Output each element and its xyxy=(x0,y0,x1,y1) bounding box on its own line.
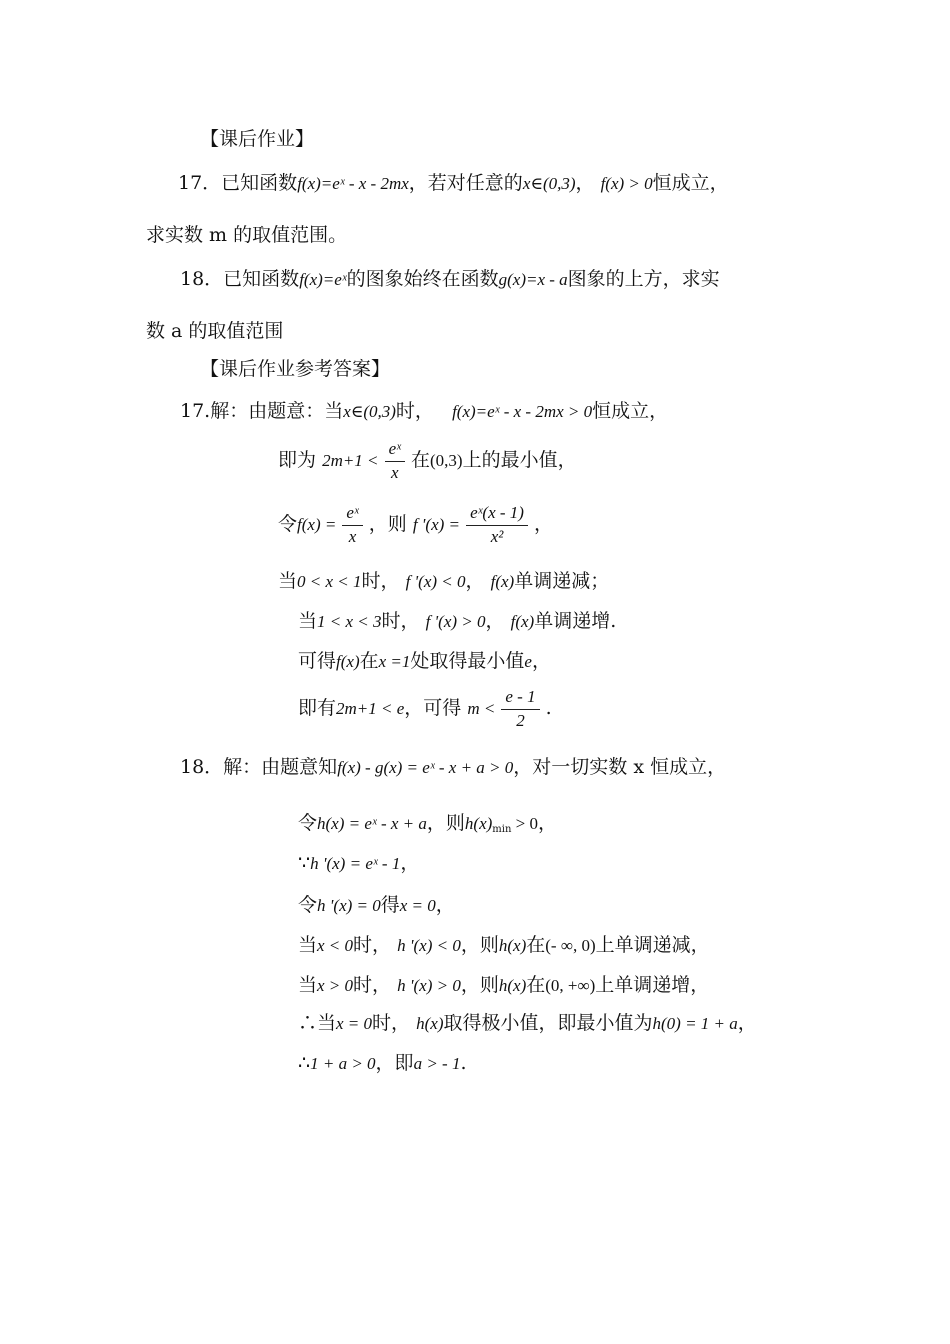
a18-line3 xyxy=(298,854,419,873)
a17-l4-comma: ， xyxy=(465,570,485,592)
a18-line6 xyxy=(298,976,709,995)
a17-l3-denominator2: x² xyxy=(490,526,504,546)
a17-l1-when: 时， xyxy=(395,400,434,422)
a17-l3-numerator2: eˣ(x - 1) xyxy=(466,504,528,526)
a18-l7-h: h(x) xyxy=(416,1014,444,1033)
a18-line2 xyxy=(298,814,557,835)
a17-l7-get: ，可得 xyxy=(404,697,462,720)
q18-text-3: 图象的上方，求实 xyxy=(567,268,720,290)
a18-l5-in: 在 xyxy=(526,934,546,956)
a18-l6-time: 时， xyxy=(353,974,392,996)
a18-line1 xyxy=(180,758,726,777)
a18-line5 xyxy=(298,936,710,955)
a17-l7-ineq: 2m+1 < e xyxy=(336,699,405,719)
a17-l7-denominator: 2 xyxy=(516,710,525,730)
a17-l3-f: f(x) = xyxy=(297,515,337,535)
a18-l7-x: x = 0 xyxy=(336,1014,373,1033)
a17-l5-range: 1 < x < 3 xyxy=(317,612,382,631)
a17-l3-let: 令 xyxy=(278,513,298,536)
a18-l2-comma: ， xyxy=(538,812,558,834)
a17-line5 xyxy=(298,612,616,631)
a18-l4-let: 令 xyxy=(298,894,318,916)
a18-l2-then: ，则 xyxy=(426,812,465,834)
a18-l6-x: x > 0 xyxy=(317,976,354,995)
a18-l5-tail: 上单调递减， xyxy=(595,934,710,956)
a17-l7-numerator: e - 1 xyxy=(501,688,539,710)
a18-l5-time: 时， xyxy=(353,934,392,956)
a17-l1-holds: 恒成立， xyxy=(592,400,669,422)
a18-l2-h: h(x) = eˣ - x + a xyxy=(317,814,427,833)
a18-l6-in: 在 xyxy=(526,974,546,996)
a17-l3-comma: ， xyxy=(534,513,554,536)
a18-l8-ineq: 1 + a > 0 xyxy=(310,1054,376,1073)
a17-l7-m: m < xyxy=(467,699,496,719)
a18-l6-tail: 上单调递增， xyxy=(595,974,710,996)
a17-l6-min: 处取得最小值 xyxy=(410,650,525,672)
a18-l2-let: 令 xyxy=(298,812,318,834)
a18-l2-gt: > 0 xyxy=(511,814,538,833)
q17-line2: 求实数 m 的取值范围。 xyxy=(146,224,348,246)
a17-line2 xyxy=(278,440,577,482)
a17-l3-then: ，则 xyxy=(368,513,407,536)
a17-l6-comma: ， xyxy=(531,650,551,672)
q17-text-1: 17．已知函数 xyxy=(178,172,298,194)
homework-heading: 【课后作业】 xyxy=(200,128,315,150)
a18-l8-that-is: ，即 xyxy=(375,1052,414,1074)
a18-line7 xyxy=(298,1014,757,1033)
a17-l4-deriv: f '(x) < 0 xyxy=(405,572,466,591)
a18-l5-interval: (- ∞, 0) xyxy=(545,936,596,955)
a18-l5-when: 当 xyxy=(298,934,318,956)
a18-l7-therefore: ∴当 xyxy=(298,1012,337,1034)
a17-l2-interval: (0,3) xyxy=(430,451,463,471)
a18-l3-because: ∵ xyxy=(298,852,311,874)
a18-l1-tail: ，对一切实数 x 恒成立， xyxy=(513,756,727,778)
a17-l2-tail: 上的最小值， xyxy=(462,449,577,472)
a18-l1-expr: f(x) - g(x) = eˣ - x + a > 0 xyxy=(337,758,514,777)
a18-l7-text: 取得极小值，即最小值为 xyxy=(443,1012,653,1034)
a17-l4-tail: 单调递减； xyxy=(514,570,610,592)
a18-l6-interval: (0, +∞) xyxy=(545,976,596,995)
a17-line3 xyxy=(278,504,553,546)
a18-l3-comma: ， xyxy=(400,852,420,874)
a18-l1-text: 18．解：由题意知 xyxy=(180,756,338,778)
a17-l5-deriv: f '(x) > 0 xyxy=(425,612,486,631)
a18-l7-h0: h(0) = 1 + a xyxy=(652,1014,738,1033)
a18-l2-min-subscript: min xyxy=(492,824,512,835)
a17-l1-interval: x∈(0,3) xyxy=(343,402,396,421)
a18-l5-x: x < 0 xyxy=(317,936,354,955)
a18-l6-when: 当 xyxy=(298,974,318,996)
a17-l2-denominator: x xyxy=(390,462,399,482)
a17-l5-when: 当 xyxy=(298,610,318,632)
a18-l8-therefore: ∴ xyxy=(298,1052,311,1074)
q18-function-f: f(x)=eˣ xyxy=(299,270,347,289)
a17-l6-at: 在 xyxy=(359,650,379,672)
a18-l7-comma: ， xyxy=(737,1012,757,1034)
a18-l8-period: . xyxy=(460,1052,467,1074)
a17-l1-inequality: f(x)=eˣ - x - 2mx > 0 xyxy=(452,402,593,421)
q17-interval: x∈(0,3) xyxy=(522,174,576,193)
a17-l1-text: 17.解：由题意：当 xyxy=(180,400,344,422)
a18-l4-x: x = 0 xyxy=(399,896,436,915)
q17-line1 xyxy=(178,174,729,193)
q17-text-4: 恒成立， xyxy=(652,172,729,194)
a17-l3-fraction2 xyxy=(466,504,528,546)
a17-l7-fraction xyxy=(501,688,539,730)
a17-l3-fprime: f '(x) = xyxy=(412,515,461,535)
a17-l6-f: f(x) xyxy=(336,652,360,671)
a17-l2-text: 即为 xyxy=(278,449,317,472)
q18-text-1: 18．已知函数 xyxy=(180,268,300,290)
a17-l7-period: . xyxy=(545,697,552,720)
a18-l6-then: ，则 xyxy=(460,974,499,996)
a18-l4-comma: ， xyxy=(435,894,455,916)
a18-l5-deriv: h '(x) < 0 xyxy=(397,936,461,955)
a18-l7-time: 时， xyxy=(372,1012,411,1034)
a17-l6-get: 可得 xyxy=(298,650,337,672)
a17-l5-comma: ， xyxy=(485,610,505,632)
q17-text-3: ， xyxy=(575,172,595,194)
a17-l6-e: e xyxy=(524,652,532,671)
a18-l5-then: ，则 xyxy=(460,934,499,956)
a17-l4-time: 时， xyxy=(361,570,400,592)
a18-line8 xyxy=(298,1054,467,1073)
a17-l5-tail: 单调递增. xyxy=(534,610,617,632)
a18-l4-eq: h '(x) = 0 xyxy=(317,896,381,915)
a17-l5-time: 时， xyxy=(381,610,420,632)
a17-l3-fraction xyxy=(342,504,362,546)
a17-l3-denominator: x xyxy=(348,526,357,546)
a17-l7-have: 即有 xyxy=(298,697,337,720)
a17-line7 xyxy=(298,688,552,730)
a17-l5-f: f(x) xyxy=(510,612,535,631)
answers-heading: 【课后作业参考答案】 xyxy=(200,358,391,380)
q18-text-2: 的图象始终在函数 xyxy=(346,268,499,290)
a17-l4-f: f(x) xyxy=(490,572,515,591)
a17-l4-range: 0 < x < 1 xyxy=(297,572,362,591)
a18-l8-result: a > - 1 xyxy=(413,1054,461,1073)
a17-l2-lhs: 2m+1 < xyxy=(322,451,379,471)
a17-line6 xyxy=(298,652,551,671)
a17-l4-when: 当 xyxy=(278,570,298,592)
a18-l2-hmin: h(x) xyxy=(464,814,493,833)
q17-function: f(x)=eˣ - x - 2mx xyxy=(297,174,409,193)
q17-condition: f(x) > 0 xyxy=(600,174,653,193)
a18-l6-deriv: h '(x) > 0 xyxy=(397,976,461,995)
q18-line2: 数 a 的取值范围 xyxy=(146,320,284,342)
a17-line4 xyxy=(278,572,609,591)
a17-line1 xyxy=(180,402,668,421)
a17-l2-in: 在 xyxy=(410,449,430,472)
a18-l3-hprime: h '(x) = eˣ - 1 xyxy=(310,854,401,873)
a17-l3-numerator: eˣ xyxy=(342,504,362,526)
q17-text-2: ，若对任意的 xyxy=(408,172,523,194)
q18-function-g: g(x)=x - a xyxy=(498,270,568,289)
a18-line4 xyxy=(298,896,455,915)
a18-l6-h: h(x) xyxy=(498,976,527,995)
a17-l2-numerator: eˣ xyxy=(385,440,405,462)
a18-l4-get: 得 xyxy=(380,894,400,916)
a18-l5-h: h(x) xyxy=(498,936,527,955)
q18-line1 xyxy=(180,270,720,289)
a17-l6-x: x =1 xyxy=(378,652,411,671)
a17-l2-fraction xyxy=(385,440,405,482)
